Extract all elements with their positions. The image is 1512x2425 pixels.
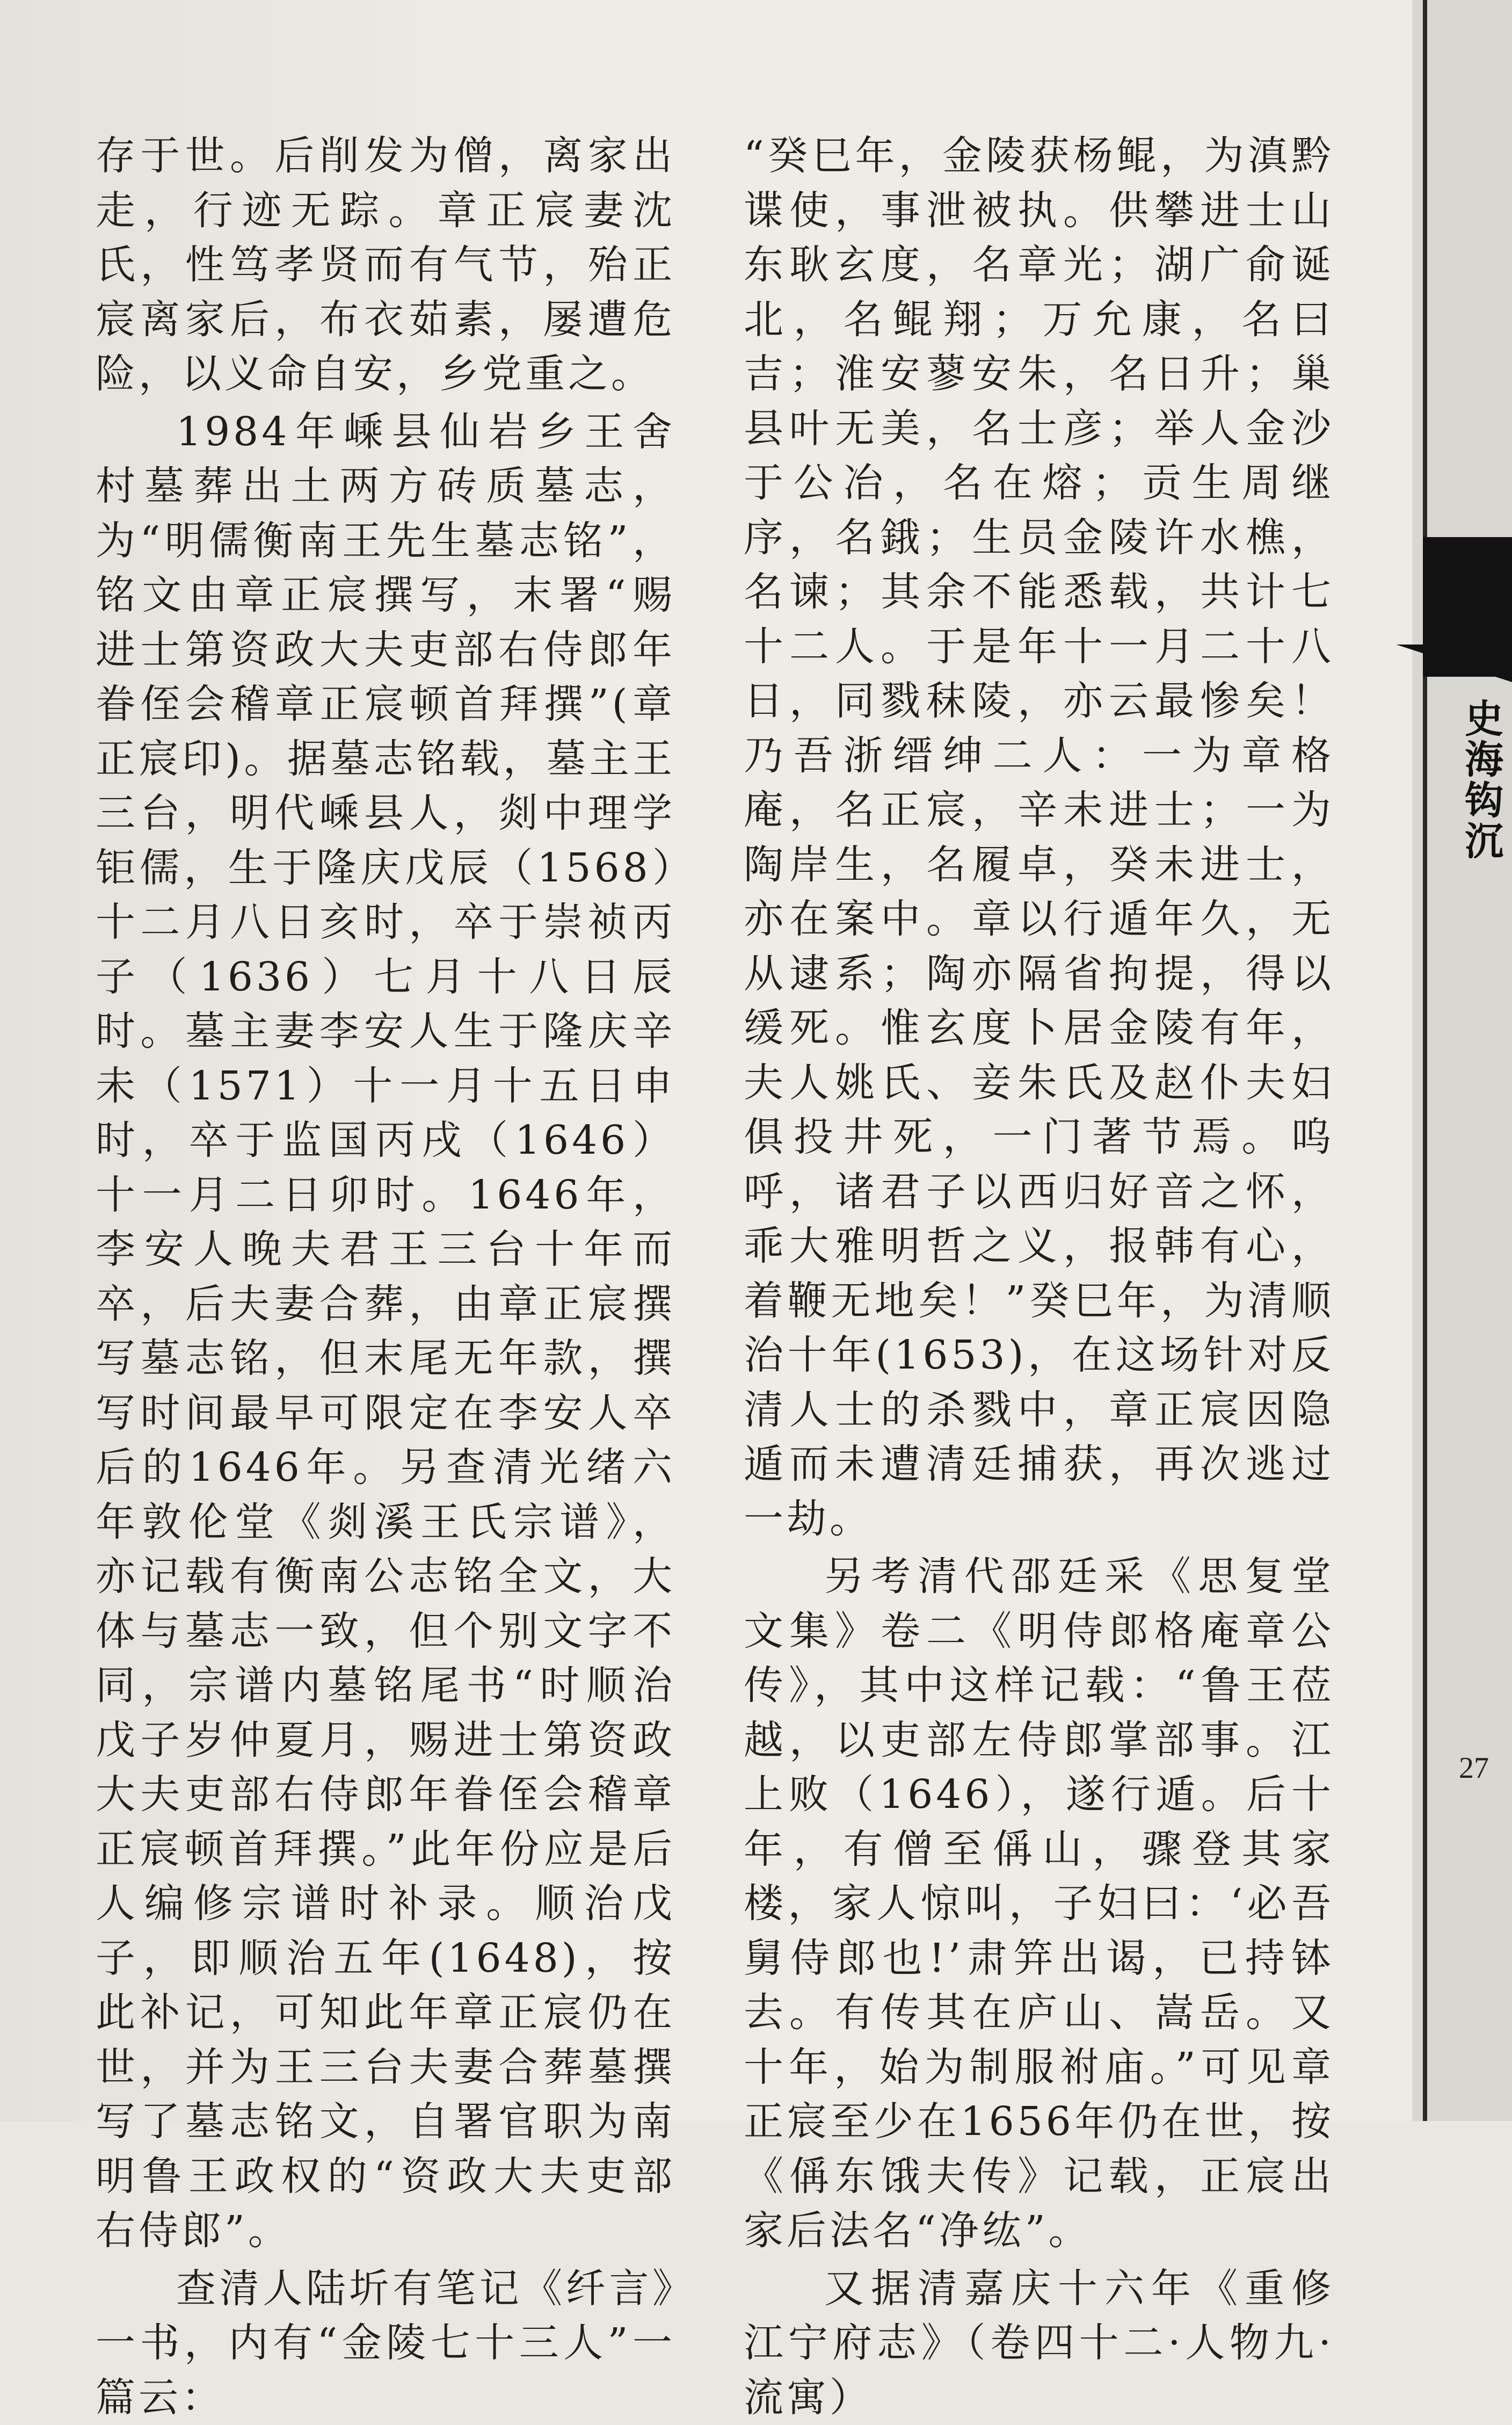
section-tab-corner xyxy=(1396,645,1512,682)
paragraph: 存于世。后削发为僧，离家出走，行迹无踪。章正宸妻沈氏，性笃孝贤而有气节，殆正宸离家后，布衣茹素，屡遭危险，以义命自安，乡党重之。 xyxy=(96,129,675,402)
paragraph: 1984年嵊县仙岩乡王舍村墓葬出土两方砖质墓志，为“明儒衡南王先生墓志铭”，铭文由章正宸撰写，末署“赐进士第资政大夫吏部右侍郎年眷侄会稽章正宸顿首拜撰”(章正宸印)。据墓志铭载，墓主王三台，明代嵊县人，剡中理学钜儒，生于隆庆戊辰（1568）十二月八日亥时，卒于崇祯丙子（1636）七月十八日辰时。墓主妻李安人生于隆庆辛未（1571）十一月十五日申时，卒于监国丙戌（1646）十一月二日卯时。1646年，李安人晚夫君王三台十年而卒，后夫妻合葬，由章正宸撰写墓志铭，但末尾无年款，撰写时间最早可限定在李安人卒后的1646年。另查清光绪六年敦伦堂《剡溪王氏宗谱》，亦记载有衡南公志铭全文，大体与墓志一致，但个别文字不同，宗谱内墓铭尾书“时顺治戊子岁仲夏月，赐进士第资政大夫吏部右侍郎年眷侄会稽章正宸顿首拜撰。”此年份应是后人编修宗谱时补录。顺治戊子，即顺治五年(1648)，按此补记，可知此年章正宸仍在世，并为王三台夫妻合葬墓撰写了墓志铭文，自署官职为南明鲁王政权的“资政大夫吏部右侍郎”。 xyxy=(96,405,675,2258)
left-text-column xyxy=(96,129,675,2425)
section-title: 史海钩沉 xyxy=(1428,698,1509,862)
paragraph: “癸巳年，金陵获杨鲲，为滇黔谍使，事泄被执。供攀进士山东耿玄度，名章光；湖广俞诞北，名鲲翔；万允康，名曰吉；淮安蓼安朱，名日升；巢县叶无美，名士彦；举人金沙于公冶，名在熔；贡生周继序，名鋨；生员金陵许水樵，名谏；其余不能悉载，共计七十二人。于是年十一月二十八日，同戮秣陵，亦云最惨矣！乃吾浙缙绅二人：一为章格庵，名正宸，辛未进士；一为陶岸生，名履卓，癸未进士，亦在案中。章以行遁年久，无从逮系；陶亦隔省拘提，得以缓死。惟玄度卜居金陵有年，夫人姚氏、妾朱氏及赵仆夫妇俱投井死，一门著节焉。呜呼，诸君子以西归好音之怀，乖大雅明哲之义，报韩有心，着鞭无地矣！”癸巳年，为清顺治十年(1653)，在这场针对反清人士的杀戮中，章正宸因隐遁而未遭清廷捕获，再次逃过一劫。 xyxy=(744,129,1334,1546)
paragraph: 另考清代邵廷采《思复堂文集》卷二《明侍郎格庵章公传》，其中这样记载：“鲁王莅越，以吏部左侍郎掌部事。江上败（1646），遂行遁。后十年，有僧至偁山，骤登其家楼，家人惊叫，子妇曰：‘必吾舅侍郎也!’肃笄出谒，已持钵去。有传其在庐山、嵩岳。又十年，始为制服祔庙。”可见章正宸至少在1656年仍在世，按《偁东饿夫传》记载，正宸出家后法名“净纮”。 xyxy=(744,1550,1334,2258)
paragraph: 查清人陆圻有笔记《纤言》一书，内有“金陵七十三人”一篇云： xyxy=(96,2262,675,2425)
margin-rule xyxy=(1423,0,1427,2121)
page-number: 27 xyxy=(1444,1751,1503,1785)
right-text-column xyxy=(744,129,1334,2425)
paragraph: 又据清嘉庆十六年《重修江宁府志》（卷四十二·人物九·流寓） xyxy=(744,2262,1334,2425)
